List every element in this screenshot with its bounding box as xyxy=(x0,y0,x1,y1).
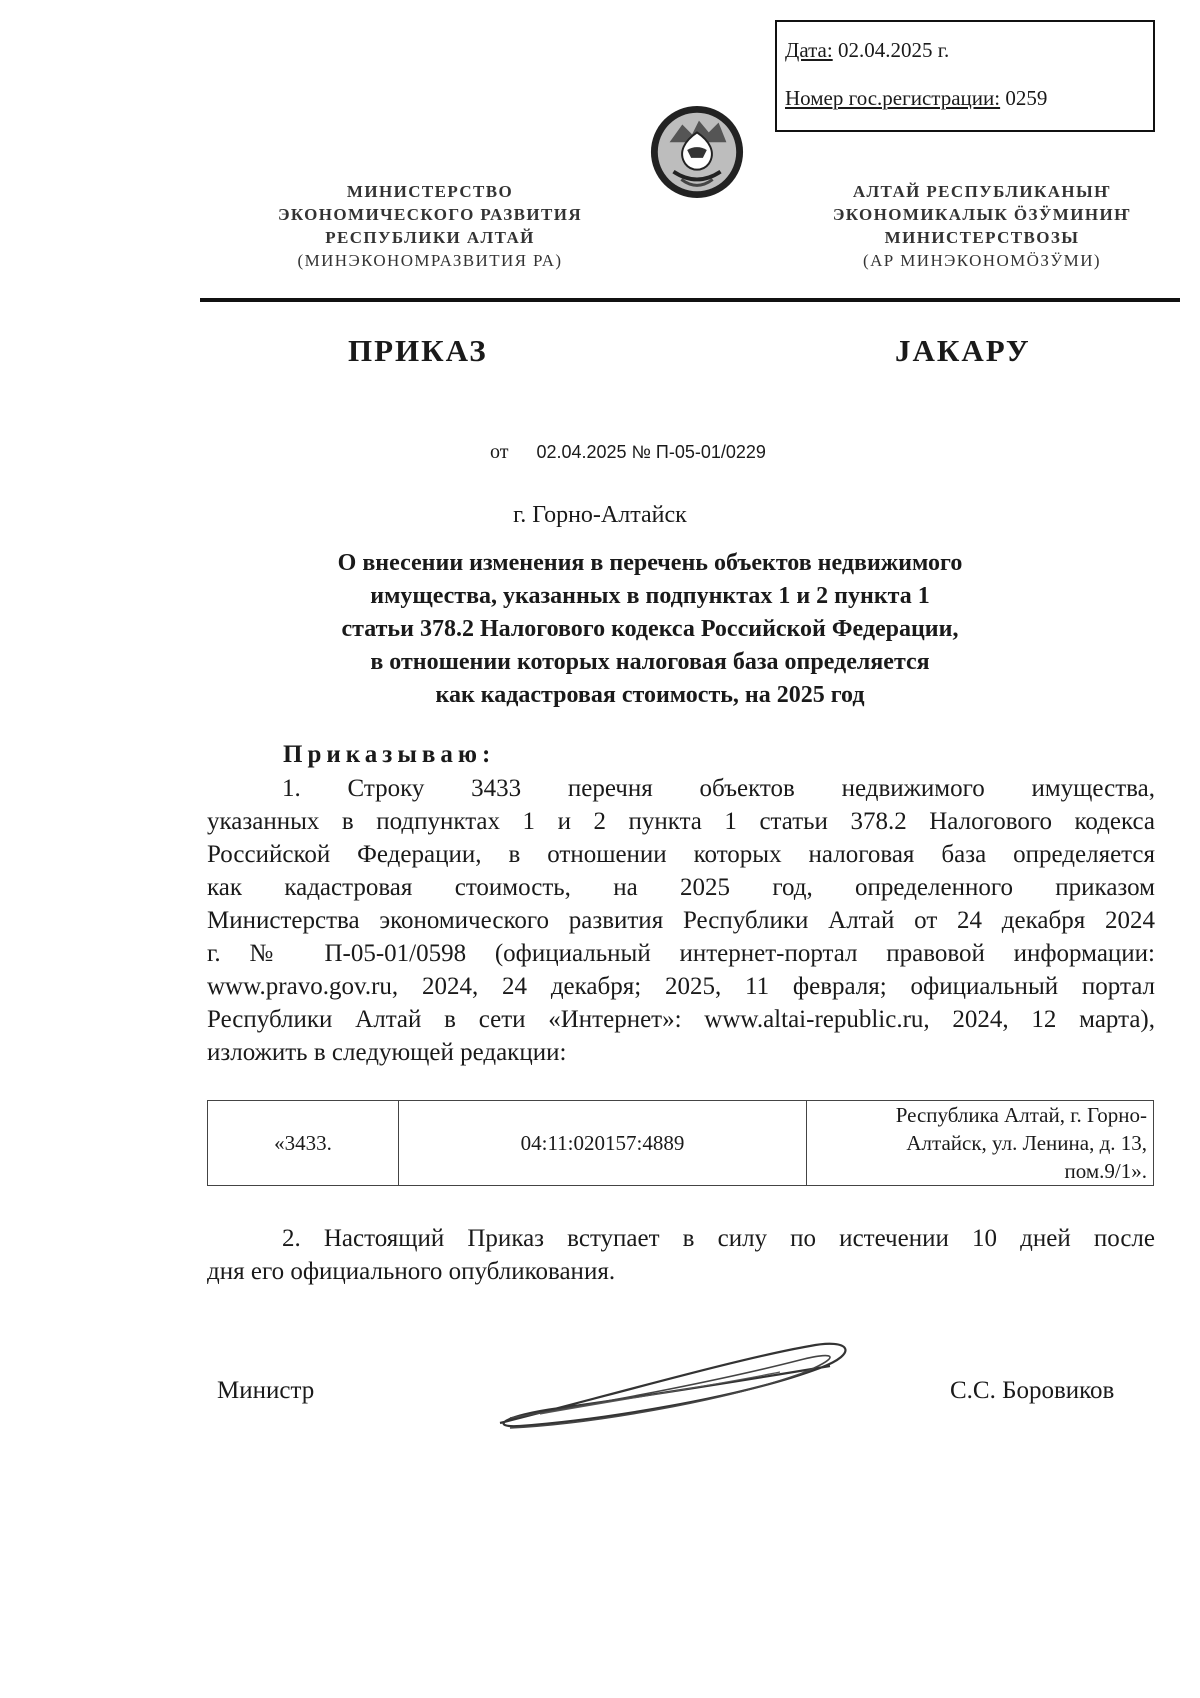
handwritten-signature xyxy=(480,1328,870,1438)
doc-type-ru: ПРИКАЗ xyxy=(348,333,488,368)
coat-of-arms-emblem xyxy=(648,103,746,201)
order-subject: О внесении изменения в перечень объектов недвижимого имущества, указанных в подпунктах 1 и 2 пункта 1 статьи 378.2 Налогового кодекса Российской Федерации, в отношении которых налоговая база определяется как кадастровая стоимость, на 2025 год xyxy=(337,550,963,708)
paragraph-1: 1. Строку 3433 перечня объектов недвижимого имущества, указанных в подпунктах 1 и 2 пункта 1 статьи 378.2 Налогового кодекса Российской Федерации, в отношении которых налоговая база определяется как кадастровая стоимость, на 2025 год, определенного приказом Министерства экономического развития Республики Алтай от 24 декабря 2024 г. № П-05-01/0598 (официальный интернет-портал правовой информации: www.pravo.gov.ru, 2024, 24 декабря; 2025, 11 февраля; официальный портал Республики Алтай в сети «Интернет»: www.altai-republic.ru, 2024, 12 марта), изложить в следующей редакции: xyxy=(207,775,1155,1066)
table-cell-cadastral: 04:11:020157:4889 xyxy=(399,1101,807,1186)
ministry-name-alt: АЛТАЙ РЕСПУБЛИКАНЫҤ ЭКОНОМИКАЛЫК ӦЗӰМИНИҤ МИНИСТЕРСТВОЗЫ (АР МИНЭКОНОМӦЗӰМИ) xyxy=(832,182,1132,270)
order-number: 02.04.2025 № П-05-01/0229 xyxy=(536,442,766,462)
paragraph-2: 2. Настоящий Приказ вступает в силу по истечении 10 дней после дня его официального опубликования. xyxy=(207,1225,1155,1285)
table-cell-number: «3433. xyxy=(208,1101,399,1186)
ministry-name-ru: МИНИСТЕРСТВО ЭКОНОМИЧЕСКОГО РАЗВИТИЯ РЕСПУБЛИКИ АЛТАЙ (МИНЭКОНОМРАЗВИТИЯ РА) xyxy=(277,182,583,270)
order-word: Приказываю: xyxy=(283,741,496,768)
signatory-position: Министр xyxy=(217,1377,315,1404)
object-table xyxy=(207,1100,1154,1186)
doc-type-alt: JАКАРУ xyxy=(895,333,1031,368)
signatory-name: С.С. Боровиков xyxy=(950,1377,1115,1404)
city: г. Горно-Алтайск xyxy=(513,502,687,528)
registration-number: Номер гос.регистрации: 0259 xyxy=(785,86,1048,110)
table-row xyxy=(208,1101,1154,1186)
order-number-line: от 02.04.2025 № П-05-01/0229 xyxy=(490,441,766,463)
header-rule xyxy=(200,298,1180,302)
registration-box xyxy=(775,20,1155,132)
registration-date: Дата: 02.04.2025 г. xyxy=(785,38,950,62)
table-cell-address: Республика Алтай, г. Горно- Алтайск, ул. Ленина, д. 13, пом.9/1». xyxy=(807,1101,1154,1186)
